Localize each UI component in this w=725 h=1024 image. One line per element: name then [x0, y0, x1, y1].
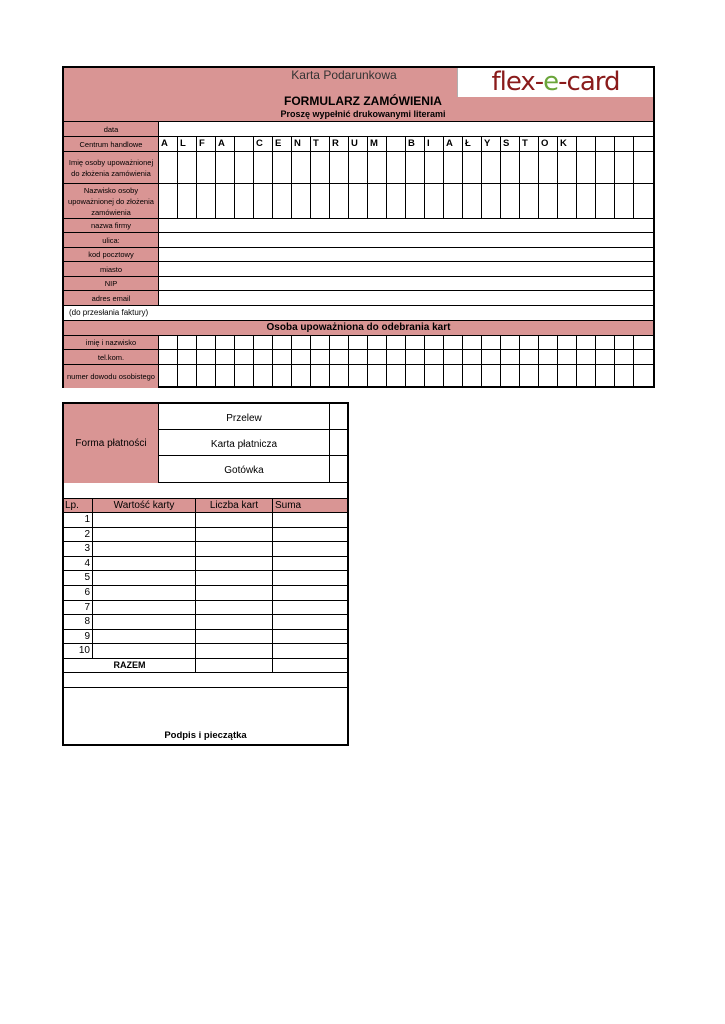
- letter-cell[interactable]: [520, 152, 539, 183]
- letter-cell[interactable]: [539, 184, 558, 218]
- letter-cell[interactable]: [311, 336, 330, 349]
- letter-cell[interactable]: [159, 152, 178, 183]
- fill-instruction: Proszę wypełnić drukowanymi literami: [280, 109, 446, 119]
- letter-cell[interactable]: [634, 336, 653, 349]
- letter-cell[interactable]: [292, 152, 311, 183]
- card-count-cell[interactable]: [196, 528, 273, 542]
- spacer-row: [64, 483, 347, 499]
- cards-table-header: [64, 499, 347, 513]
- letter-cell[interactable]: [159, 336, 178, 349]
- card-count-cell[interactable]: [196, 615, 273, 629]
- card-value-cell[interactable]: [93, 586, 196, 600]
- letter-cell[interactable]: [178, 365, 197, 388]
- letter-cell[interactable]: [615, 184, 634, 218]
- city-row: [64, 262, 653, 277]
- letter-cell[interactable]: [273, 184, 292, 218]
- letter-cell[interactable]: [273, 365, 292, 388]
- row-number: 8: [64, 615, 93, 629]
- letter-cell[interactable]: B: [406, 137, 425, 151]
- letter-cell[interactable]: [615, 137, 634, 151]
- letter-cell[interactable]: [444, 184, 463, 218]
- header-lp: Lp.: [64, 499, 93, 512]
- letter-cell[interactable]: [501, 365, 520, 388]
- pickup-phone-label: tel.kom.: [64, 350, 159, 364]
- form-title: Karta Podarunkowa: [291, 68, 397, 82]
- email-field[interactable]: [159, 291, 653, 305]
- pickup-id-label: numer dowodu osobistego: [64, 365, 159, 388]
- logo-part-1: flex-: [491, 67, 544, 97]
- authorized-last-name-label: Nazwisko osoby upoważnionej do złożenia zamówienia: [64, 184, 159, 218]
- letter-cell[interactable]: [520, 350, 539, 364]
- table-row: [64, 601, 347, 616]
- card-value-cell[interactable]: [93, 644, 196, 658]
- payment-option-transfer: Przelew: [159, 404, 330, 430]
- street-row: [64, 233, 653, 248]
- pickup-phone-grid[interactable]: [159, 350, 653, 364]
- letter-cell[interactable]: [311, 365, 330, 388]
- letter-cell[interactable]: A: [216, 137, 235, 151]
- nip-row: [64, 277, 653, 291]
- table-row: [64, 630, 347, 645]
- letter-cell[interactable]: [387, 365, 406, 388]
- letter-cell[interactable]: [368, 336, 387, 349]
- letter-cell[interactable]: O: [539, 137, 558, 151]
- letter-cell[interactable]: [558, 336, 577, 349]
- letter-cell[interactable]: [216, 350, 235, 364]
- letter-cell[interactable]: [577, 184, 596, 218]
- letter-cell[interactable]: [368, 365, 387, 388]
- table-row: [64, 557, 347, 572]
- sum-cell[interactable]: [273, 571, 347, 585]
- card-value-cell[interactable]: [93, 630, 196, 644]
- letter-cell[interactable]: [444, 350, 463, 364]
- letter-cell[interactable]: U: [349, 137, 368, 151]
- letter-cell[interactable]: [539, 336, 558, 349]
- order-form: [62, 66, 655, 388]
- shopping-center-grid: [159, 137, 653, 151]
- letter-cell[interactable]: [311, 152, 330, 183]
- letter-cell[interactable]: [520, 336, 539, 349]
- letter-cell[interactable]: [425, 184, 444, 218]
- letter-cell[interactable]: [558, 350, 577, 364]
- shopping-center-label: Centrum handlowe: [64, 137, 159, 151]
- letter-cell[interactable]: [254, 336, 273, 349]
- letter-cell[interactable]: [406, 350, 425, 364]
- company-name-label: nazwa firmy: [64, 219, 159, 232]
- spacer-row: [64, 673, 347, 688]
- letter-cell[interactable]: [387, 184, 406, 218]
- city-label: miasto: [64, 262, 159, 276]
- letter-cell[interactable]: [482, 350, 501, 364]
- letter-cell[interactable]: [254, 152, 273, 183]
- letter-cell[interactable]: [197, 184, 216, 218]
- row-number: 9: [64, 630, 93, 644]
- letter-cell[interactable]: [520, 365, 539, 388]
- total-sum-cell[interactable]: [273, 658, 347, 672]
- letter-cell[interactable]: [349, 350, 368, 364]
- letter-cell[interactable]: [292, 365, 311, 388]
- letter-cell[interactable]: [425, 365, 444, 388]
- payment-option-cash: Gotówka: [159, 456, 330, 483]
- letter-cell[interactable]: [311, 350, 330, 364]
- card-count-cell[interactable]: [196, 513, 273, 527]
- letter-cell[interactable]: [501, 152, 520, 183]
- email-label: adres email: [64, 291, 159, 305]
- letter-cell[interactable]: [368, 350, 387, 364]
- payment-form: [62, 402, 349, 746]
- row-number: 5: [64, 571, 93, 585]
- sum-cell[interactable]: [273, 542, 347, 556]
- letter-cell[interactable]: [349, 365, 368, 388]
- letter-cell[interactable]: [178, 350, 197, 364]
- letter-cell[interactable]: [596, 137, 615, 151]
- letter-cell[interactable]: [425, 350, 444, 364]
- sum-cell[interactable]: [273, 528, 347, 542]
- letter-cell[interactable]: [634, 137, 653, 151]
- letter-cell[interactable]: [178, 336, 197, 349]
- letter-cell[interactable]: [406, 152, 425, 183]
- letter-cell[interactable]: [387, 350, 406, 364]
- letter-cell[interactable]: [634, 184, 653, 218]
- letter-cell[interactable]: [178, 152, 197, 183]
- email-note: (do przesłania faktury): [64, 306, 653, 321]
- street-label: ulica:: [64, 233, 159, 247]
- letter-cell[interactable]: [577, 137, 596, 151]
- header-card-count: Liczba kart: [196, 499, 273, 512]
- letter-cell[interactable]: [615, 336, 634, 349]
- row-number: 2: [64, 528, 93, 542]
- letter-cell[interactable]: [330, 336, 349, 349]
- letter-cell[interactable]: C: [254, 137, 273, 151]
- payment-checkbox-cash[interactable]: [330, 456, 347, 483]
- letter-cell[interactable]: [482, 365, 501, 388]
- pickup-name-grid[interactable]: [159, 336, 653, 349]
- total-label: RAZEM: [64, 658, 196, 672]
- street-field[interactable]: [159, 233, 653, 247]
- letter-cell[interactable]: [273, 350, 292, 364]
- letter-cell[interactable]: S: [501, 137, 520, 151]
- letter-cell[interactable]: [197, 350, 216, 364]
- letter-cell[interactable]: [235, 336, 254, 349]
- row-number: 7: [64, 601, 93, 615]
- letter-cell[interactable]: [577, 336, 596, 349]
- date-field[interactable]: [159, 122, 653, 136]
- letter-cell[interactable]: [273, 336, 292, 349]
- letter-cell[interactable]: [463, 350, 482, 364]
- table-row: [64, 528, 347, 543]
- letter-cell[interactable]: [216, 365, 235, 388]
- letter-cell[interactable]: A: [159, 137, 178, 151]
- letter-cell[interactable]: [615, 350, 634, 364]
- letter-cell[interactable]: [254, 365, 273, 388]
- letter-cell[interactable]: [501, 336, 520, 349]
- sum-cell[interactable]: [273, 630, 347, 644]
- letter-cell[interactable]: Y: [482, 137, 501, 151]
- letter-cell[interactable]: [615, 152, 634, 183]
- letter-cell[interactable]: [520, 184, 539, 218]
- table-row: [64, 615, 347, 630]
- letter-cell[interactable]: [368, 152, 387, 183]
- card-count-cell[interactable]: [196, 630, 273, 644]
- sum-cell[interactable]: [273, 601, 347, 615]
- nip-label: NIP: [64, 277, 159, 290]
- sum-cell[interactable]: [273, 644, 347, 658]
- row-number: 10: [64, 644, 93, 658]
- letter-cell[interactable]: [482, 336, 501, 349]
- shopping-center-row: [64, 137, 653, 152]
- letter-cell[interactable]: [444, 152, 463, 183]
- authorized-first-name-row: [64, 152, 653, 184]
- letter-cell[interactable]: [349, 336, 368, 349]
- letter-cell[interactable]: [216, 336, 235, 349]
- letter-cell[interactable]: [368, 184, 387, 218]
- email-row: [64, 291, 653, 306]
- pickup-id-row: [64, 365, 653, 388]
- letter-cell[interactable]: N: [292, 137, 311, 151]
- letter-cell[interactable]: [501, 350, 520, 364]
- row-number: 6: [64, 586, 93, 600]
- payment-method-label: Forma płatności: [64, 404, 159, 483]
- total-row: [64, 658, 347, 673]
- pickup-section-title: Osoba upoważniona do odebrania kart: [64, 321, 653, 336]
- letter-cell[interactable]: [577, 350, 596, 364]
- letter-cell[interactable]: I: [425, 137, 444, 151]
- card-value-cell[interactable]: [93, 601, 196, 615]
- letter-cell[interactable]: [558, 184, 577, 218]
- letter-cell[interactable]: [216, 184, 235, 218]
- card-value-cell[interactable]: [93, 513, 196, 527]
- letter-cell[interactable]: [159, 184, 178, 218]
- letter-cell[interactable]: Ł: [463, 137, 482, 151]
- pickup-name-row: [64, 336, 653, 350]
- letter-cell[interactable]: [577, 152, 596, 183]
- company-name-field[interactable]: [159, 219, 653, 232]
- header-card-value: Wartość karty: [93, 499, 196, 512]
- sum-cell[interactable]: [273, 586, 347, 600]
- letter-cell[interactable]: F: [197, 137, 216, 151]
- letter-cell[interactable]: [235, 350, 254, 364]
- postal-code-label: kod pocztowy: [64, 248, 159, 261]
- signature-label: Podpis i pieczątka: [164, 730, 247, 741]
- letter-cell[interactable]: [349, 152, 368, 183]
- letter-cell[interactable]: [406, 184, 425, 218]
- letter-cell[interactable]: [197, 152, 216, 183]
- letter-cell[interactable]: [254, 350, 273, 364]
- letter-cell[interactable]: [406, 336, 425, 349]
- sum-cell[interactable]: [273, 615, 347, 629]
- letter-cell[interactable]: [463, 365, 482, 388]
- nip-field[interactable]: [159, 277, 653, 290]
- letter-cell[interactable]: [596, 184, 615, 218]
- table-row: [64, 586, 347, 601]
- letter-cell[interactable]: [425, 336, 444, 349]
- letter-cell[interactable]: [444, 365, 463, 388]
- table-row: [64, 542, 347, 557]
- card-value-cell[interactable]: [93, 571, 196, 585]
- letter-cell[interactable]: [615, 365, 634, 388]
- letter-cell[interactable]: R: [330, 137, 349, 151]
- letter-cell[interactable]: [330, 184, 349, 218]
- letter-cell[interactable]: [197, 336, 216, 349]
- payment-checkbox-card[interactable]: [330, 430, 347, 456]
- table-row: [64, 513, 347, 528]
- letter-cell[interactable]: [330, 365, 349, 388]
- letter-cell[interactable]: [197, 365, 216, 388]
- date-label: data: [64, 122, 159, 136]
- letter-cell[interactable]: [178, 184, 197, 218]
- letter-cell[interactable]: E: [273, 137, 292, 151]
- letter-cell[interactable]: [577, 365, 596, 388]
- letter-cell[interactable]: [387, 152, 406, 183]
- row-number: 4: [64, 557, 93, 571]
- letter-cell[interactable]: [634, 365, 653, 388]
- company-name-row: [64, 219, 653, 233]
- letter-cell[interactable]: A: [444, 137, 463, 151]
- logo-part-e: e: [543, 67, 559, 97]
- letter-cell[interactable]: [539, 152, 558, 183]
- card-value-cell[interactable]: [93, 542, 196, 556]
- letter-cell[interactable]: [463, 336, 482, 349]
- letter-cell[interactable]: [634, 152, 653, 183]
- letter-cell[interactable]: [292, 336, 311, 349]
- letter-cell[interactable]: [292, 350, 311, 364]
- letter-cell[interactable]: [596, 350, 615, 364]
- letter-cell[interactable]: [482, 152, 501, 183]
- letter-cell[interactable]: K: [558, 137, 577, 151]
- letter-cell[interactable]: [463, 152, 482, 183]
- form-header: [64, 68, 653, 122]
- pickup-phone-row: [64, 350, 653, 365]
- letter-cell[interactable]: [387, 137, 406, 151]
- card-value-cell[interactable]: [93, 615, 196, 629]
- letter-cell[interactable]: M: [368, 137, 387, 151]
- pickup-name-label: imię i nazwisko: [64, 336, 159, 349]
- letter-cell[interactable]: [273, 152, 292, 183]
- letter-cell[interactable]: [235, 152, 254, 183]
- card-value-cell[interactable]: [93, 557, 196, 571]
- letter-cell[interactable]: [596, 152, 615, 183]
- letter-cell[interactable]: [558, 152, 577, 183]
- authorized-last-name-row: [64, 184, 653, 219]
- card-count-cell[interactable]: [196, 557, 273, 571]
- order-form-heading: FORMULARZ ZAMÓWIENIA: [284, 94, 442, 108]
- authorized-first-name-label: Imię osoby upoważnionej do złożenia zamówienia: [64, 152, 159, 183]
- letter-cell[interactable]: [539, 350, 558, 364]
- flex-e-card-logo: [457, 68, 653, 97]
- letter-cell[interactable]: [482, 184, 501, 218]
- letter-cell[interactable]: [159, 365, 178, 388]
- pickup-id-grid[interactable]: [159, 365, 653, 388]
- letter-cell[interactable]: [235, 184, 254, 218]
- row-number: 1: [64, 513, 93, 527]
- authorized-first-name-grid[interactable]: [159, 152, 653, 183]
- letter-cell[interactable]: [596, 336, 615, 349]
- total-count-cell[interactable]: [196, 658, 273, 672]
- city-field[interactable]: [159, 262, 653, 276]
- letter-cell[interactable]: L: [178, 137, 197, 151]
- letter-cell[interactable]: [330, 350, 349, 364]
- letter-cell[interactable]: [596, 365, 615, 388]
- letter-cell[interactable]: [501, 184, 520, 218]
- letter-cell[interactable]: [539, 365, 558, 388]
- letter-cell[interactable]: [406, 365, 425, 388]
- letter-cell[interactable]: [311, 184, 330, 218]
- date-row: [64, 122, 653, 137]
- card-count-cell[interactable]: [196, 601, 273, 615]
- table-row: [64, 571, 347, 586]
- logo-part-2: -card: [558, 67, 620, 97]
- letter-cell[interactable]: [463, 184, 482, 218]
- letter-cell[interactable]: [159, 350, 178, 364]
- letter-cell[interactable]: [425, 152, 444, 183]
- card-count-cell[interactable]: [196, 586, 273, 600]
- letter-cell[interactable]: [387, 336, 406, 349]
- letter-cell[interactable]: [558, 365, 577, 388]
- letter-cell[interactable]: [444, 336, 463, 349]
- header-sum: Suma: [275, 500, 302, 511]
- postal-code-field[interactable]: [159, 248, 653, 261]
- authorized-last-name-grid[interactable]: [159, 184, 653, 218]
- row-number: 3: [64, 542, 93, 556]
- letter-cell[interactable]: [235, 365, 254, 388]
- letter-cell[interactable]: [235, 137, 254, 151]
- letter-cell[interactable]: T: [520, 137, 539, 151]
- payment-checkbox-transfer[interactable]: [330, 404, 347, 430]
- card-count-cell[interactable]: [196, 542, 273, 556]
- letter-cell[interactable]: [349, 184, 368, 218]
- letter-cell[interactable]: [216, 152, 235, 183]
- letter-cell[interactable]: [292, 184, 311, 218]
- sum-cell[interactable]: [273, 513, 347, 527]
- card-count-cell[interactable]: [196, 644, 273, 658]
- letter-cell[interactable]: [634, 350, 653, 364]
- payment-option-card: Karta płatnicza: [159, 430, 330, 456]
- card-value-cell[interactable]: [93, 528, 196, 542]
- letter-cell[interactable]: T: [311, 137, 330, 151]
- sum-cell[interactable]: [273, 557, 347, 571]
- card-count-cell[interactable]: [196, 571, 273, 585]
- letter-cell[interactable]: [330, 152, 349, 183]
- letter-cell[interactable]: [254, 184, 273, 218]
- table-row: [64, 644, 347, 659]
- postal-code-row: [64, 248, 653, 262]
